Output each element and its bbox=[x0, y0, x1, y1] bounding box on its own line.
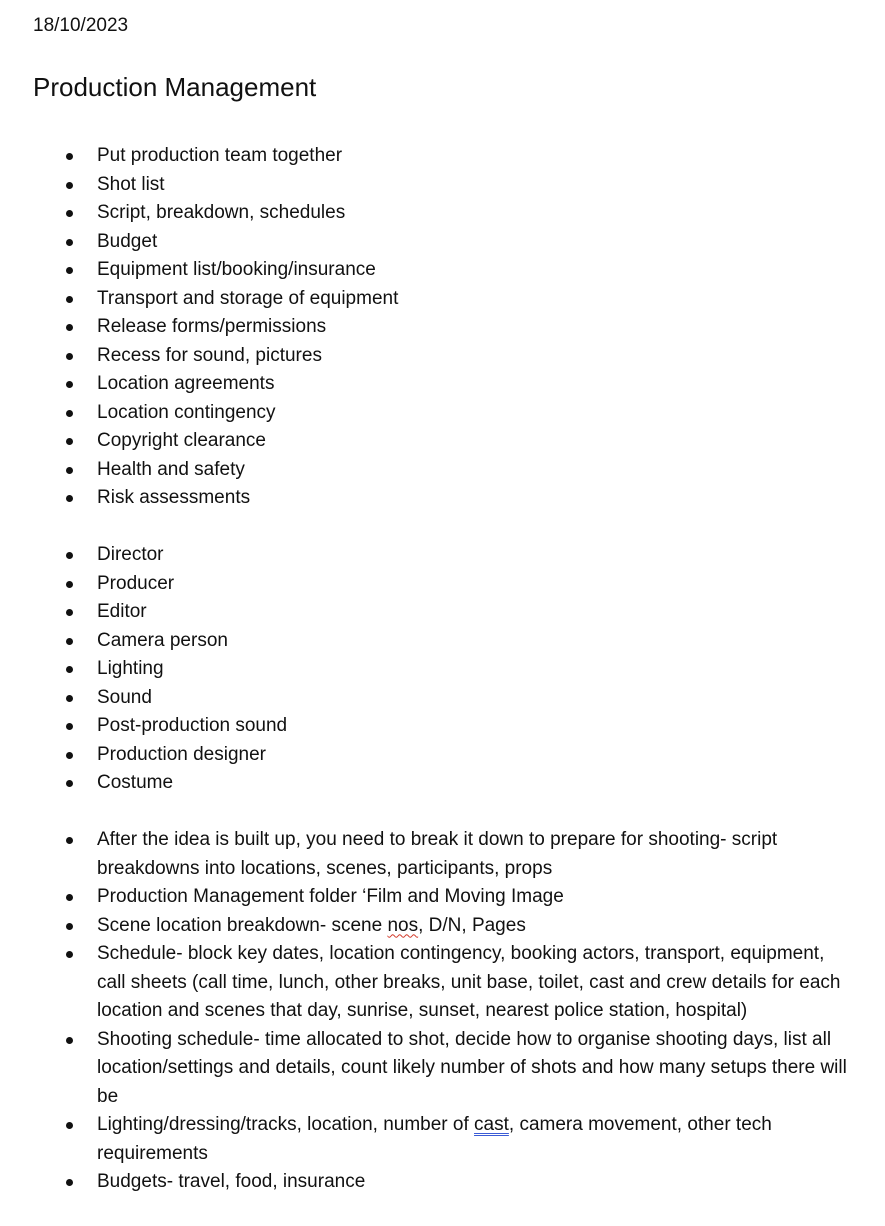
list-item: Post-production sound bbox=[0, 712, 885, 741]
crew-roles-list bbox=[0, 541, 885, 798]
list-item: Location agreements bbox=[0, 370, 885, 399]
list-item: Recess for sound, pictures bbox=[0, 342, 885, 371]
list-item-text: , camera movement, other tech requirements bbox=[97, 1114, 772, 1164]
list-item: Put production team together bbox=[0, 142, 885, 171]
list-item: Production Management folder ‘Film and Moving Image bbox=[0, 883, 885, 912]
list-item: Budget bbox=[0, 228, 885, 257]
list-item: Production designer bbox=[0, 741, 885, 770]
list-item: Equipment list/booking/insurance bbox=[0, 256, 885, 285]
list-item-text: Lighting/dressing/tracks, location, number of bbox=[97, 1114, 475, 1135]
list-item: Budgets- travel, food, insurance bbox=[0, 1168, 885, 1197]
list-item: Schedule- block key dates, location contingency, booking actors, transport, equipment, call sheets (call time, lunch, other breaks, unit base, toilet, cast and crew details for each location and scenes that day, sunrise, sunset, nearest police station, hospital) bbox=[0, 940, 885, 1026]
list-item bbox=[0, 1111, 885, 1168]
list-item: Lighting bbox=[0, 655, 885, 684]
list-item: Release forms/permissions bbox=[0, 313, 885, 342]
document-date: 18/10/2023 bbox=[33, 15, 129, 36]
list-item: After the idea is built up, you need to break it down to prepare for shooting- script breakdowns into locations, scenes, participants, props bbox=[0, 826, 885, 883]
list-item bbox=[0, 912, 885, 941]
list-item: Copyright clearance bbox=[0, 427, 885, 456]
list-item: Costume bbox=[0, 769, 885, 798]
list-item: Shot list bbox=[0, 171, 885, 200]
list-item: Camera person bbox=[0, 627, 885, 656]
spelling-flagged-word[interactable]: nos bbox=[387, 914, 419, 936]
document-title: Production Management bbox=[33, 72, 317, 102]
list-item: Health and safety bbox=[0, 456, 885, 485]
production-tasks-list bbox=[0, 142, 885, 513]
list-item: Location contingency bbox=[0, 399, 885, 428]
list-item-text: Scene location breakdown- scene bbox=[97, 914, 388, 936]
grammar-flagged-word[interactable]: cast bbox=[474, 1114, 509, 1135]
list-item: Script, breakdown, schedules bbox=[0, 199, 885, 228]
breakdown-notes-list bbox=[0, 826, 885, 1197]
list-item: Editor bbox=[0, 598, 885, 627]
list-item: Producer bbox=[0, 570, 885, 599]
list-item-text: , D/N, Pages bbox=[418, 914, 526, 936]
list-item: Director bbox=[0, 541, 885, 570]
list-item: Risk assessments bbox=[0, 484, 885, 513]
list-item: Transport and storage of equipment bbox=[0, 285, 885, 314]
list-item: Sound bbox=[0, 684, 885, 713]
list-item: Shooting schedule- time allocated to shot, decide how to organise shooting days, list all location/settings and details, count likely number of shots and how many setups there will be bbox=[0, 1026, 885, 1112]
